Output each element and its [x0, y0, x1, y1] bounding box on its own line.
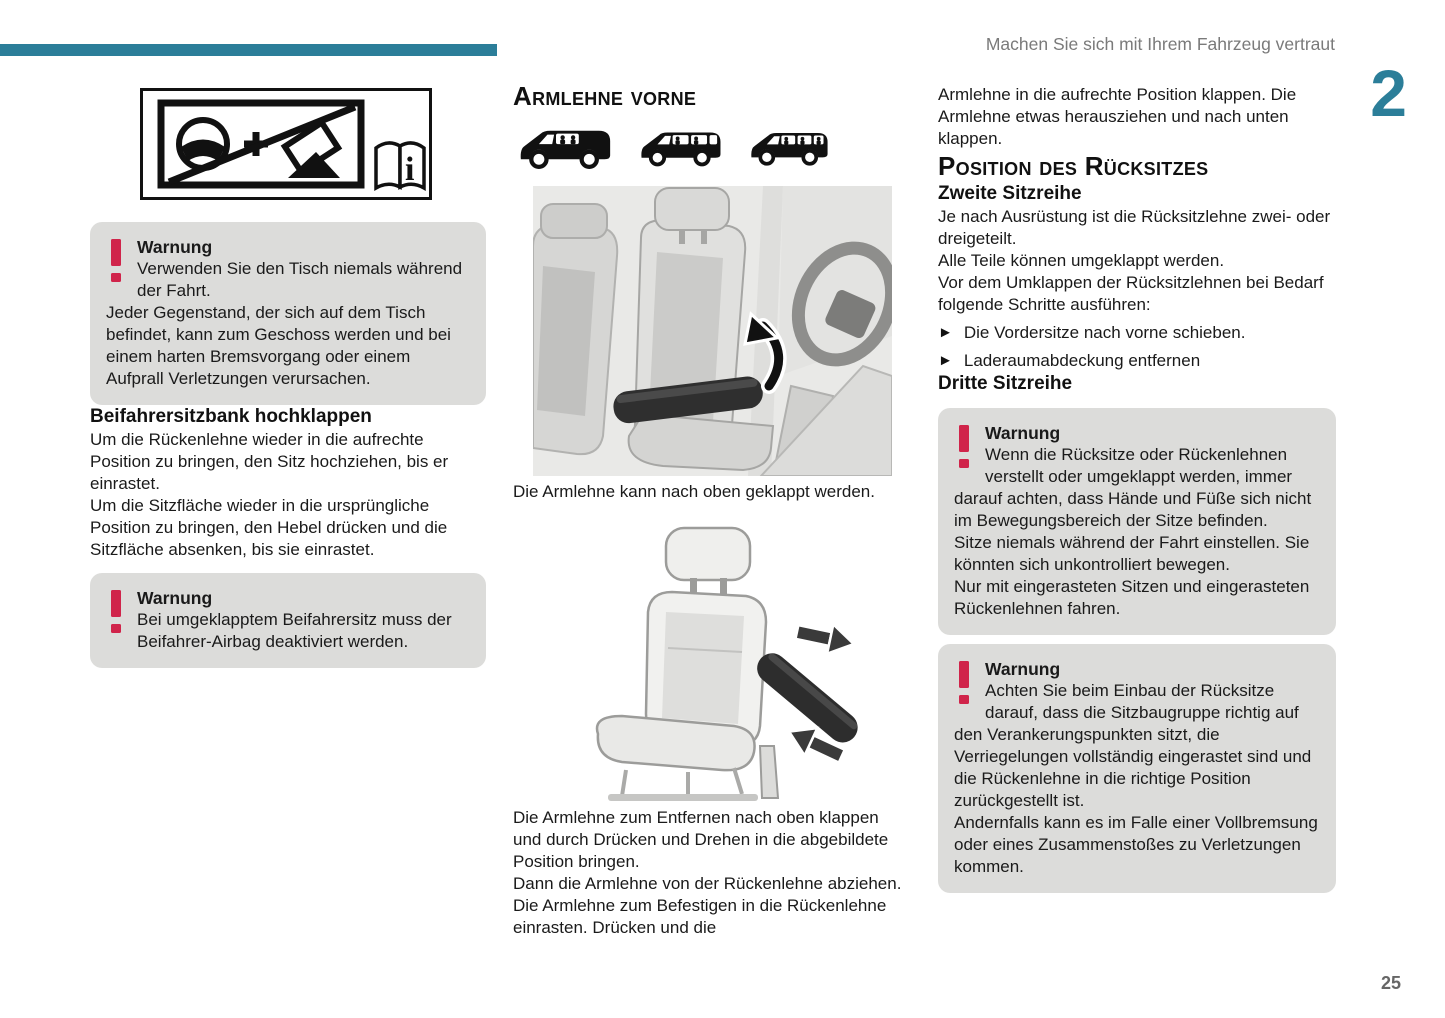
article-heading: Position des Rücksitzes — [938, 151, 1209, 181]
warning-text: Bei umgeklapptem Beifahrersitz muss der Beifahrer-Airbag deaktiviert werden. — [137, 610, 452, 651]
warning-text: Achten Sie beim Einbau der Rücksitze darauf, dass die Sitzbaugruppe richtig auf den Verankerungspunkten sitzt, die Verriegelungen vollständig eingerastet sind und die Rückenlehne in die richtige Position zurückgestellt ist. — [954, 681, 1312, 810]
armrest-fold-up-illustration — [533, 186, 892, 476]
right-column — [938, 84, 1336, 893]
warning-box — [90, 573, 486, 668]
step-text: Die Vordersitze nach vorne schieben. — [963, 323, 1246, 342]
warning-box — [938, 408, 1336, 635]
section-text: Alle Teile können umgeklappt werden. — [938, 251, 1225, 270]
warning-box — [938, 644, 1336, 893]
warning-title: Warnung — [137, 588, 213, 608]
section-text: Je nach Ausrüstung ist die Rücksitzlehne zwei- oder dreigeteilt. — [938, 207, 1331, 248]
warning-title: Warnung — [985, 423, 1061, 443]
article-text: Die Armlehne zum Befestigen in die Rückenlehne einrasten. Drücken und die — [513, 896, 887, 937]
figure-caption: Die Armlehne kann nach oben geklappt werden. — [513, 482, 875, 501]
section-text: Vor dem Umklappen der Rücksitzlehnen bei Bedarf folgende Schritte ausführen: — [938, 273, 1324, 314]
warning-exclamation-icon — [108, 239, 124, 284]
van-icon — [639, 122, 723, 170]
article-text: Dann die Armlehne von der Rückenlehne abziehen. — [513, 874, 902, 893]
instruction-step — [938, 322, 1336, 344]
arrow-bullet-icon: ► — [938, 324, 953, 341]
middle-column — [513, 80, 903, 939]
running-header: Machen Sie sich mit Ihrem Fahrzeug vertraut — [985, 34, 1335, 54]
warning-exclamation-icon — [108, 590, 124, 635]
armrest-remove-illustration — [513, 520, 903, 807]
warning-text: Andernfalls kann es im Falle einer Vollbremsung oder eines Zusammenstoßes zu Verletzungen kommen. — [954, 813, 1318, 876]
section-subheading: Zweite Sitzreihe — [938, 183, 1082, 204]
warning-box — [90, 222, 486, 405]
section-subheading: Dritte Sitzreihe — [938, 373, 1073, 394]
warning-text: Wenn die Rücksitze oder Rückenlehnen verstellt oder umgeklappt werden, immer darauf achten, dass Hände und Füße sich nicht im Bewegungsbereich der Sitze befinden. — [954, 445, 1312, 530]
vehicle-variant-icons — [518, 122, 903, 170]
warning-exclamation-icon — [956, 425, 972, 470]
warning-text: Sitze niemals während der Fahrt einstellen. Sie könnten sich unkontrolliert bewegen. — [954, 533, 1310, 574]
van-icon — [518, 122, 613, 170]
step-text: Laderaumabdeckung entfernen — [963, 351, 1201, 370]
no-table-while-driving-pictogram-icon — [140, 88, 432, 200]
section-heading: Beifahrersitzbank hochklappen — [90, 406, 372, 427]
warning-text: Jeder Gegenstand, der sich auf dem Tisch befindet, kann zum Geschoss werden und bei einem harten Bremsvorgang oder einem Aufprall Verletzungen verursachen. — [106, 303, 451, 388]
warning-title: Warnung — [137, 237, 213, 257]
left-column — [90, 88, 486, 668]
warning-text: Nur mit eingerasteten Sitzen und eingerasteten Rückenlehnen fahren. — [954, 577, 1310, 618]
article-heading: Armlehne vorne — [513, 81, 697, 111]
arrow-bullet-icon: ► — [938, 352, 953, 369]
warning-exclamation-icon — [956, 661, 972, 706]
section-text: Um die Sitzfläche wieder in die ursprüngliche Position zu bringen, den Hebel drücken und die Sitzfläche absenken, bis sie einrastet. — [90, 496, 448, 559]
article-text: Die Armlehne zum Entfernen nach oben klappen und durch Drücken und Drehen in die abgebildete Position bringen. — [513, 808, 889, 871]
instruction-step — [938, 350, 1336, 372]
accent-bar — [0, 44, 497, 56]
van-icon — [749, 122, 830, 170]
chapter-number: 2 — [1370, 56, 1407, 130]
page-number: 25 — [1380, 973, 1401, 993]
svg-text:i: i — [405, 151, 415, 188]
warning-title: Warnung — [985, 659, 1061, 679]
warning-text: Verwenden Sie den Tisch niemals während der Fahrt. — [137, 259, 463, 300]
article-text: Armlehne in die aufrechte Position klappen. Die Armlehne etwas herausziehen und nach unten klappen. — [938, 85, 1297, 148]
section-text: Um die Rückenlehne wieder in die aufrechte Position zu bringen, den Sitz hochziehen, bis er einrastet. — [90, 430, 449, 493]
